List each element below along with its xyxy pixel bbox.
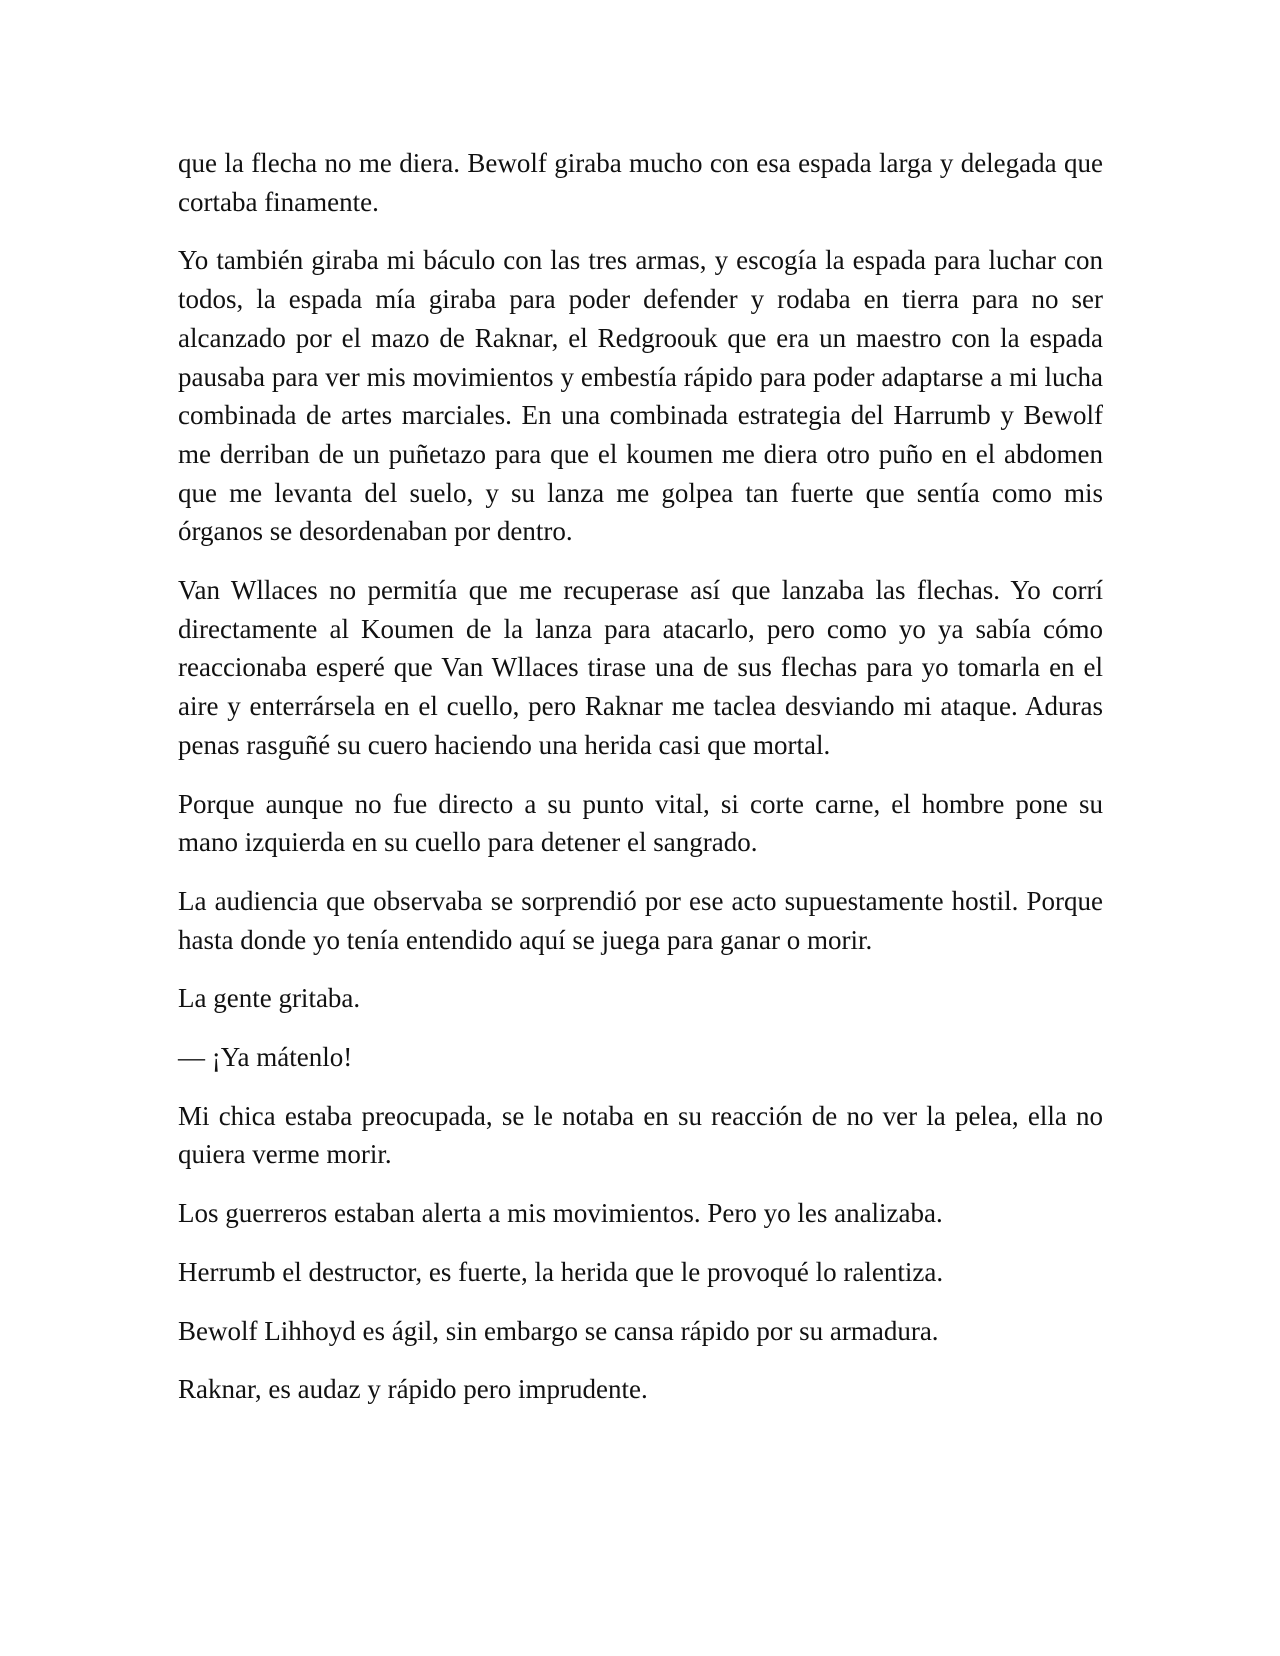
document-page: [178, 144, 1103, 1429]
paragraph: La audiencia que observaba se sorprendió por ese acto supuestamente hostil. Porque hasta donde yo tenía entendido aquí se juega para ganar o morir.: [178, 885, 1103, 955]
paragraph: Van Wllaces no permitía que me recuperase así que lanzaba las flechas. Yo corrí directamente al Koumen de la lanza para atacarlo, pero como yo ya sabía cómo reaccionaba esperé que Van Wllaces tirase una de sus flechas para yo tomarla en el aire y enterrársela en el cuello, pero Raknar me taclea desviando mi ataque. Aduras penas rasguñé su cuero haciendo una herida casi que mortal.: [178, 575, 1103, 760]
paragraph: Los guerreros estaban alerta a mis movimientos. Pero yo les analizaba.: [178, 1198, 943, 1229]
paragraph: que la flecha no me diera. Bewolf giraba mucho con esa espada larga y delegada que cortaba finamente.: [178, 148, 1103, 217]
paragraph: Raknar, es audaz y rápido pero imprudente.: [178, 1374, 648, 1405]
dialogue-line: — ¡Ya mátenlo!: [178, 1042, 353, 1073]
paragraph: La gente gritaba.: [178, 983, 361, 1014]
paragraph: Mi chica estaba preocupada, se le notaba en su reacción de no ver la pelea, ella no quiera verme morir.: [178, 1100, 1103, 1170]
paragraph: Porque aunque no fue directo a su punto vital, si corte carne, el hombre pone su mano izquierda en su cuello para detener el sangrado.: [178, 788, 1103, 858]
paragraph: Bewolf Lihhoyd es ágil, sin embargo se cansa rápido por su armadura.: [178, 1315, 939, 1346]
paragraph: Herrumb el destructor, es fuerte, la herida que le provoqué lo ralentiza.: [178, 1256, 944, 1287]
paragraph: Yo también giraba mi báculo con las tres armas, y escogía la espada para luchar con todos, la espada mía giraba para poder defender y rodaba en tierra para no ser alcanzado por el mazo de Raknar, el Redgroouk que era un maestro con la espada pausaba para ver mis movimientos y embestía rápido para poder adaptarse a mi lucha combinada de artes marciales. En una combinada estrategia del Harrumb y Bewolf me derriban de un puñetazo para que el koumen me diera otro puño en el abdomen que me levanta del suelo, y su lanza me golpea tan fuerte que sentía como mis órganos se desordenaban por dentro.: [178, 245, 1103, 547]
